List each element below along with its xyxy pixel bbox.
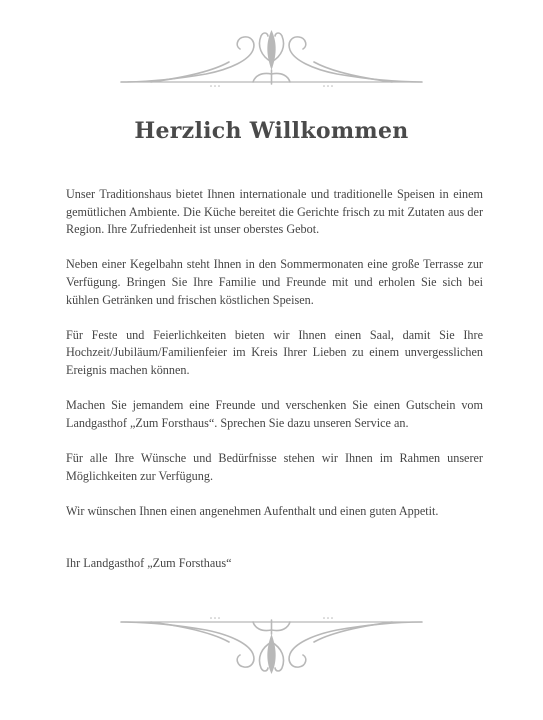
bottom-scroll-ornament-icon <box>111 612 432 682</box>
welcome-text <box>66 186 483 538</box>
top-scroll-ornament-icon <box>111 22 432 92</box>
paragraph-terrace: Neben einer Kegelbahn steht Ihnen in den Sommermonaten eine große Terrasse zur Verfügung. Bringen Sie Ihre Familie und Freunde mit und erholen Sie sich bei kühlen Getränken und frischen köstlichen Speisen. <box>66 257 483 307</box>
paragraph-wishes: Für alle Ihre Wünsche und Bedürfnisse stehen wir Ihnen im Rahmen unserer Möglichkeiten zur Verfügung. <box>66 450 483 483</box>
paragraph-intro: Unser Traditionshaus bietet Ihnen internationale und traditionelle Speisen in einem gemütlichen Ambiente. Die Küche bereitet die Gerichte frisch zu mit Zutaten aus der Region. Ihre Zufriedenheit ist unser oberstes Gebot. <box>66 187 483 237</box>
paragraph-voucher: Machen Sie jemandem eine Freunde und verschenken Sie einen Gutschein vom Landgasthof „Zum Forsthaus“. Sprechen Sie dazu unseren Service an. <box>66 398 483 430</box>
paragraph-closing: Wir wünschen Ihnen einen angenehmen Aufenthalt und einen guten Appetit. <box>66 503 439 518</box>
page-title: Herzlich Willkommen <box>134 118 409 144</box>
paragraph-events: Für Feste und Feierlichkeiten bieten wir Ihnen einen Saal, damit Sie Ihre Hochzeit/Jubiläum/Familienfeier im Kreis Ihrer Lieben zu einem unvergesslichen Ereignis machen können. <box>66 327 483 377</box>
signature: Ihr Landgasthof „Zum Forsthaus“ <box>66 556 232 570</box>
